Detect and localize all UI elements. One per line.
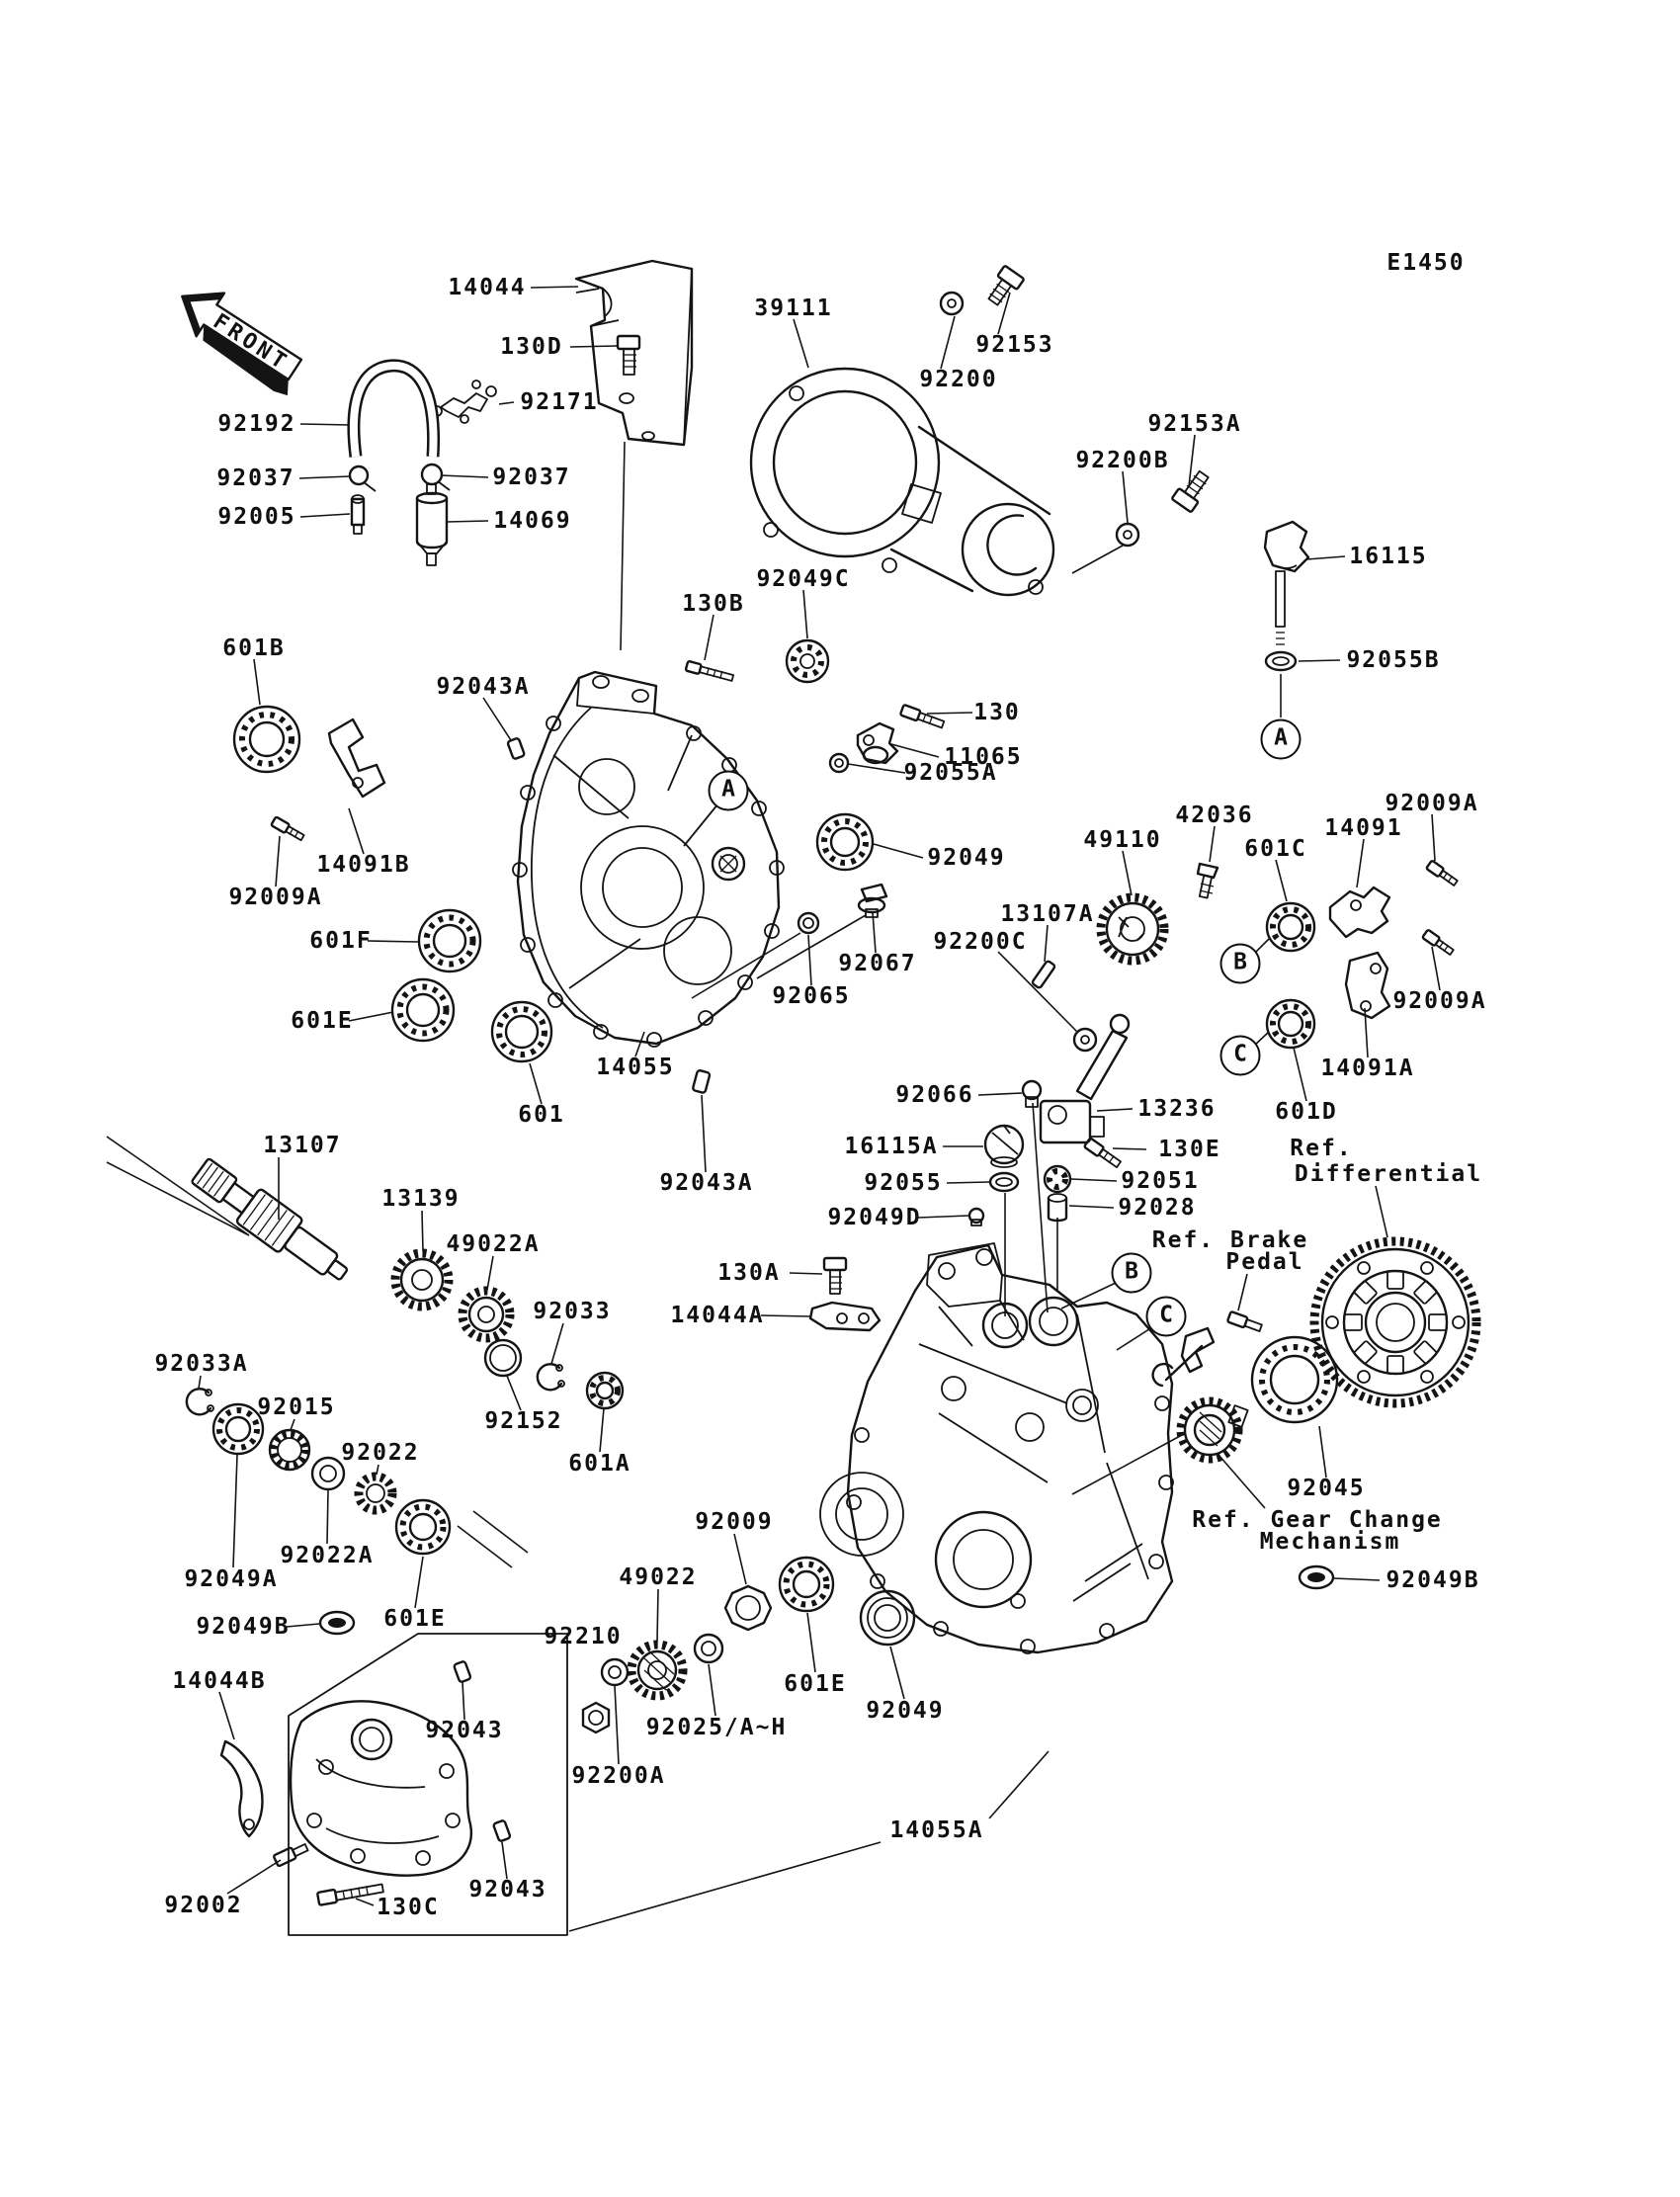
circlip-92033A [187, 1389, 213, 1414]
bearing-601C [1267, 903, 1314, 951]
bearing-601E-bottomleft [396, 1500, 450, 1554]
circlip-92033 [538, 1364, 564, 1390]
bolt-130C [317, 1882, 383, 1905]
part-label-92009a: 92009A [1385, 791, 1479, 816]
dowel-pin-92043-lower [493, 1820, 511, 1842]
part-label-92055b: 92055B [1346, 647, 1441, 673]
bolt-130D [618, 336, 639, 375]
bearing-601B [234, 707, 299, 772]
nut-92210 [583, 1703, 609, 1732]
circled-ref-a-0: A [1261, 719, 1302, 760]
washer-92025 [695, 1635, 722, 1662]
page-code: E1450 [1386, 250, 1466, 276]
circled-ref-c-3: C [1220, 1036, 1261, 1076]
bearing-601E-left [392, 979, 454, 1041]
bevel-gear-49022A [462, 1291, 510, 1338]
part-label-49022: 49022 [619, 1564, 698, 1590]
dowel-pin-13107A [1032, 961, 1055, 989]
gear-49110 [1101, 897, 1164, 961]
bolt-130A [824, 1258, 846, 1294]
part-label-92022a: 92022A [280, 1543, 375, 1568]
part-label-mechanism: Mechanism [1259, 1529, 1401, 1555]
oring-92055 [990, 1173, 1018, 1191]
part-label-14055: 14055 [596, 1055, 675, 1080]
part-label-92049: 92049 [927, 845, 1006, 871]
bolt-92009A-left [271, 816, 304, 842]
part-label-14091b: 14091B [316, 852, 411, 878]
part-label-130d: 130D [500, 334, 563, 360]
front-arrow [166, 275, 315, 398]
part-label-92022: 92022 [341, 1440, 420, 1466]
part-label-601a: 601A [568, 1451, 631, 1477]
bearing-601E-bottommid [780, 1558, 833, 1611]
part-label-601: 601 [518, 1102, 565, 1128]
bracket-14091B [329, 719, 384, 797]
circled-ref-a-1: A [709, 771, 749, 811]
part-label-601b: 601B [222, 635, 286, 661]
bracket-14091 [1330, 887, 1389, 937]
seal-92051 [1045, 1166, 1070, 1192]
part-label-92009a: 92009A [228, 885, 323, 910]
part-label-differential: Differential [1294, 1161, 1483, 1187]
switch-11065 [858, 723, 897, 763]
part-label-refbrake: Ref. Brake [1151, 1227, 1309, 1253]
part-label-14055a: 14055A [889, 1817, 984, 1843]
part-label-92043a: 92043A [436, 674, 531, 700]
lockwasher-92022 [359, 1477, 392, 1510]
screw-42036 [1198, 864, 1218, 898]
bevel-gear-49022 [631, 1645, 683, 1696]
part-label-130e: 130E [1158, 1137, 1221, 1162]
shim-92009 [725, 1586, 771, 1630]
part-label-11065: 11065 [944, 744, 1023, 770]
part-label-130b: 130B [682, 591, 745, 617]
bolt-92002 [274, 1841, 309, 1866]
washer-92200 [941, 293, 963, 314]
part-label-92005: 92005 [217, 504, 296, 530]
part-label-14044: 14044 [448, 275, 527, 300]
bracket-14091A [1346, 953, 1389, 1018]
part-label-92028: 92028 [1118, 1195, 1197, 1221]
brake-pedal-rod-clip [1153, 1328, 1214, 1386]
part-label-92200: 92200 [919, 367, 998, 392]
part-label-14044b: 14044B [172, 1668, 267, 1694]
bearing-92045 [1252, 1337, 1337, 1422]
part-label-92049c: 92049C [756, 566, 851, 592]
part-label-92067: 92067 [838, 951, 917, 976]
circled-ref-b-4: B [1112, 1253, 1152, 1294]
bolt-130E [1084, 1138, 1122, 1168]
part-label-13139: 13139 [381, 1186, 461, 1212]
bushing-92028 [1049, 1194, 1066, 1221]
breather-92066 [1023, 1081, 1041, 1107]
part-label-92049b: 92049B [196, 1614, 291, 1640]
part-label-92200a: 92200A [571, 1763, 666, 1789]
circled-ref-c-5: C [1146, 1297, 1187, 1337]
hose-clamp-92037-left [350, 466, 376, 491]
part-label-92200b: 92200B [1075, 448, 1170, 473]
leader-lines [107, 287, 1440, 1931]
part-label-601e: 601E [383, 1606, 447, 1632]
gasket-39111 [751, 369, 1053, 595]
part-label-13107a: 13107A [1000, 901, 1095, 927]
part-label-601f: 601F [309, 928, 373, 954]
bolt-92009A-mid [1422, 929, 1455, 956]
nut-92015 [270, 1430, 309, 1470]
part-label-92043: 92043 [425, 1718, 504, 1743]
part-label-13236: 13236 [1137, 1096, 1217, 1122]
part-label-92055: 92055 [864, 1170, 943, 1196]
part-label-92037: 92037 [492, 465, 571, 490]
part-label-92049a: 92049A [184, 1566, 279, 1592]
part-label-92153a: 92153A [1147, 411, 1242, 437]
part-label-92045: 92045 [1287, 1476, 1366, 1501]
ring-92152 [485, 1340, 521, 1376]
part-label-ref: Ref. [1290, 1136, 1353, 1161]
part-label-92033a: 92033A [154, 1351, 249, 1377]
part-label-92153: 92153 [975, 332, 1054, 358]
bearing-601A [587, 1373, 623, 1408]
part-label-39111: 39111 [754, 296, 833, 321]
gear-13139 [395, 1253, 449, 1307]
plug-92067 [859, 885, 886, 917]
hose-92192 [354, 366, 434, 457]
dowel-pin-92043A-bottom [693, 1070, 711, 1094]
part-label-92015: 92015 [257, 1394, 336, 1420]
part-label-130a: 130A [717, 1260, 781, 1286]
bracket-14044A [810, 1303, 880, 1330]
fitting-92005 [352, 495, 364, 534]
part-label-14091: 14091 [1324, 815, 1403, 841]
brake-pedal-bolt [1227, 1311, 1263, 1333]
bearing-601F [419, 910, 480, 972]
part-label-92002: 92002 [164, 1893, 243, 1918]
seal-92049C [787, 640, 828, 682]
bolt-130B [686, 661, 734, 683]
seal-92049-bottommid [861, 1591, 914, 1645]
dowel-pin-92043-upper [454, 1661, 471, 1683]
part-label-92043a: 92043A [659, 1170, 754, 1196]
bearing-601D [1267, 1000, 1314, 1048]
part-label-14091a: 14091A [1320, 1056, 1415, 1081]
part-label-92065: 92065 [772, 983, 851, 1009]
part-label-92210: 92210 [544, 1624, 623, 1649]
part-label-92025ah: 92025/A~H [645, 1715, 788, 1740]
part-label-601e: 601E [784, 1671, 847, 1697]
washer-92200B [1117, 524, 1138, 546]
part-label-92200c: 92200C [933, 929, 1028, 955]
part-label-pedal: Pedal [1225, 1249, 1304, 1275]
gear-change-hub [1181, 1401, 1248, 1459]
part-label-13107: 13107 [263, 1133, 342, 1158]
washer-92200A [602, 1659, 628, 1685]
bolt-92153 [984, 266, 1025, 309]
bolt-130 [900, 705, 945, 729]
left-case-14055 [513, 672, 784, 1047]
clip-92171 [432, 380, 496, 423]
bolt-92153A [1172, 467, 1214, 513]
part-label-92009: 92009 [695, 1509, 774, 1535]
part-label-92009a: 92009A [1392, 988, 1487, 1014]
part-label-92171: 92171 [520, 389, 599, 415]
part-label-601e: 601E [291, 1008, 354, 1034]
part-label-92049: 92049 [866, 1698, 945, 1724]
front-direction-label: FRONT [208, 308, 294, 377]
dowel-pin-92043A-top [507, 737, 525, 759]
part-label-130: 130 [973, 700, 1021, 725]
part-label-42036: 42036 [1175, 803, 1254, 828]
shift-lever-13236 [1041, 1015, 1129, 1142]
bearing-601 [492, 1002, 551, 1061]
bracket-14044B [221, 1741, 263, 1836]
part-label-92043: 92043 [468, 1877, 547, 1902]
washer-92200C [1074, 1029, 1096, 1051]
oring-92055A [830, 754, 848, 772]
part-label-92051: 92051 [1121, 1168, 1200, 1194]
dipstick-16115 [1265, 522, 1308, 644]
plug-92049D [969, 1209, 983, 1225]
part-label-92049d: 92049D [827, 1205, 922, 1230]
seal-92049B-bottomleft [320, 1612, 354, 1634]
part-label-49022a: 49022A [446, 1231, 541, 1257]
part-label-601d: 601D [1275, 1099, 1338, 1125]
part-label-refgearchange: Ref. Gear Change [1192, 1507, 1443, 1533]
seal-92049B-bottomright [1300, 1566, 1333, 1588]
washer-92022A [312, 1458, 344, 1489]
differential-gear [1314, 1241, 1476, 1403]
part-label-92152: 92152 [484, 1408, 563, 1434]
part-label-14044a: 14044A [670, 1303, 765, 1328]
part-label-92192: 92192 [217, 411, 296, 437]
part-label-92055a: 92055A [903, 760, 998, 786]
bolt-92009A-top [1426, 860, 1459, 887]
part-label-16115a: 16115A [844, 1134, 939, 1159]
output-shaft-13107 [188, 1153, 356, 1292]
part-label-49110: 49110 [1083, 827, 1162, 853]
part-label-601c: 601C [1244, 836, 1307, 862]
part-label-14069: 14069 [493, 508, 572, 534]
part-label-16115: 16115 [1349, 544, 1428, 569]
bearing-92049-mid [817, 814, 873, 870]
filler-cap-16115A [985, 1126, 1023, 1167]
oring-92065 [798, 913, 818, 933]
part-label-92049b: 92049B [1386, 1567, 1480, 1593]
oring-92055B [1266, 652, 1296, 670]
circled-ref-b-2: B [1220, 944, 1261, 984]
part-label-92037: 92037 [216, 465, 295, 491]
part-label-92066: 92066 [895, 1082, 974, 1108]
fuel-filter-14069 [417, 484, 447, 565]
right-case-14055A [820, 1243, 1173, 1653]
part-label-92033: 92033 [533, 1299, 612, 1324]
bearing-92049A [213, 1404, 263, 1454]
part-label-130c: 130C [377, 1895, 440, 1920]
